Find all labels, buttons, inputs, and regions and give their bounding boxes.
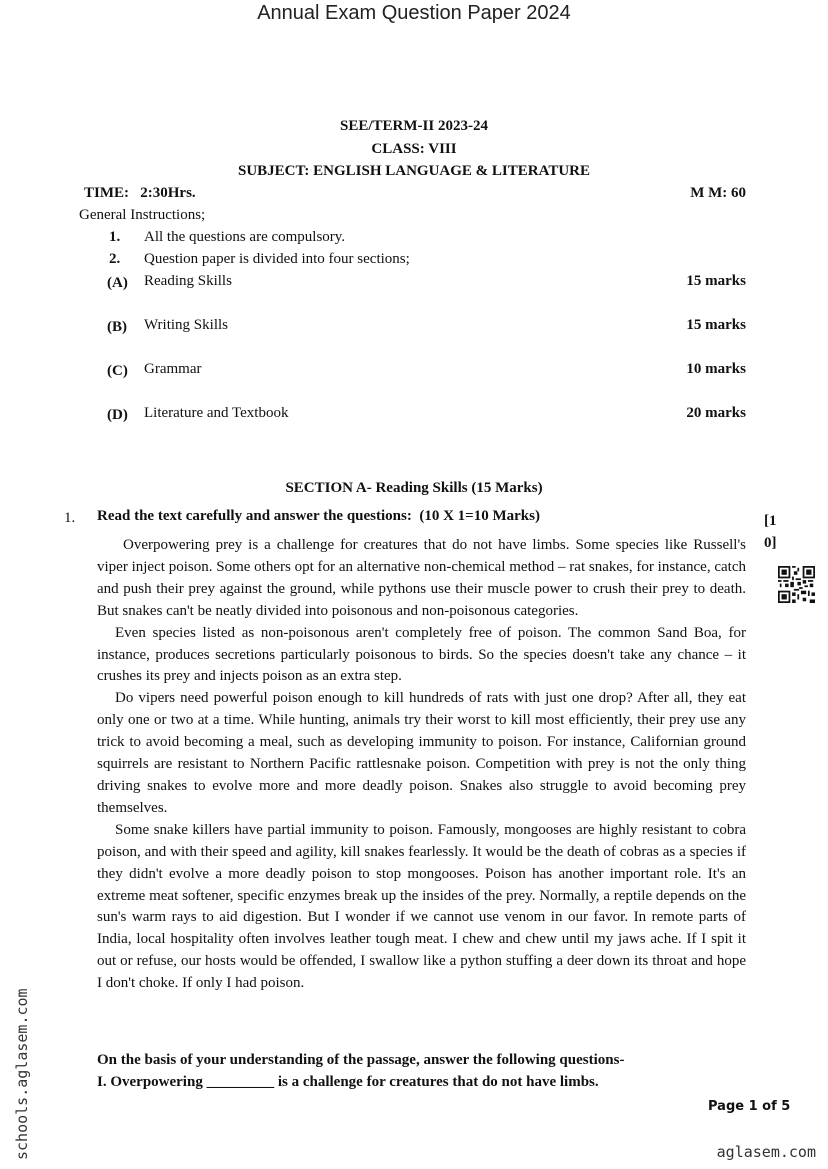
instructions-heading: General Instructions; <box>79 207 206 223</box>
time-label: TIME: 2:30Hrs. <box>84 185 196 201</box>
instruction-number: 1. <box>109 229 121 245</box>
section-name: Reading Skills <box>144 273 232 289</box>
section-marks: 10 marks <box>686 361 746 377</box>
question-one: I. Overpowering _________ is a challenge for creatures that do not have limbs. <box>97 1074 599 1090</box>
section-marks: 15 marks <box>686 317 746 333</box>
section-marks: 15 marks <box>686 273 746 289</box>
passage-paragraph: Some snake killers have partial immunity to poison. Famously, mongooses are highly resistant to cobra poison, and with their speed and agility, kill snakes fearlessly. It would be the death of cobras as a species if they didn't evolve a more deadly poison to stop mongooses. Poison has another important role. It's an extreme meat softener, specific enzymes break up the insides of the prey. Normally, a reptile depends on the sun's warm rays to aid digestion. But I wonder if we cannot use venom in our favor. In remote parts of India, local hospitality often involves leather tough meat. I chew and chew until my jaws ache. If I spit it out or refuse, our hosts would be offended, I swallow like a python stuffing a deer down its throat and hope I don't choke. If only I had poison. <box>97 821 746 992</box>
qr-code-icon <box>778 566 815 603</box>
page-number: Page 1 of 5 <box>708 1099 791 1114</box>
reading-passage <box>97 535 746 995</box>
site-footer: aglasem.com <box>716 1143 816 1161</box>
passage-paragraph: Overpowering prey is a challenge for creatures that do not have limbs. Some species like Russell's viper inject poison. Some others opt for an alternative non-chemical method – rat snakes, for instance, catch and push their prey against the ground, while pythons use their muscle power to crush their prey to death. But snakes can't be neatly divided into poisonous and non-poisonous categories. <box>97 537 746 619</box>
question-number: 1. <box>64 510 76 526</box>
passage-paragraph: Do vipers need powerful poison enough to kill hundreds of rats with just one drop? After all, they eat only one or two at a time. While hunting, animals try their worst to kill most efficiently, their prey use any trick to avoid becoming a meal, such as developing immunity to poison. For instance, Californian ground squirrels are resistant to Northern Pacific rattlesnake poison. Competition with prey is not the only thing driving snakes to evolve more and more deadly poison. Snakes also struggle to avoid becoming prey themselves. <box>97 690 746 816</box>
answer-instruction: On the basis of your understanding of the passage, answer the following questions- <box>97 1052 625 1068</box>
question-prompt: Read the text carefully and answer the questions: (10 X 1=10 Marks) <box>97 508 540 524</box>
class-heading: CLASS: VIII <box>371 141 457 157</box>
section-marks: 20 marks <box>686 405 746 421</box>
exam-term-heading: SEE/TERM-II 2023-24 <box>340 118 488 134</box>
instruction-number: 2. <box>109 251 121 267</box>
section-label: (B) <box>107 319 127 335</box>
section-name: Writing Skills <box>144 317 228 333</box>
side-watermark: schools.aglasem.com <box>13 988 31 1160</box>
instruction-text: Question paper is divided into four sections; <box>144 251 410 267</box>
instruction-text: All the questions are compulsory. <box>144 229 346 245</box>
section-label: (C) <box>107 363 128 379</box>
question-marks: [10] <box>764 513 777 551</box>
subject-heading: SUBJECT: ENGLISH LANGUAGE & LITERATURE <box>237 163 590 179</box>
banner-title: Annual Exam Question Paper 2024 <box>257 2 571 24</box>
section-name: Literature and Textbook <box>144 405 289 421</box>
section-label: (A) <box>107 275 128 291</box>
section-name: Grammar <box>144 361 202 377</box>
section-a-title: SECTION A- Reading Skills (15 Marks) <box>285 480 543 496</box>
passage-paragraph: Even species listed as non-poisonous aren't completely free of poison. The common Sand Boa, for instance, produces secretions particularly poisonous to birds. So the species doesn't take any chance – it crushes its prey and injects poison as an extra step. <box>97 624 746 685</box>
max-marks-label: M M: 60 <box>690 185 746 201</box>
section-label: (D) <box>107 407 128 423</box>
